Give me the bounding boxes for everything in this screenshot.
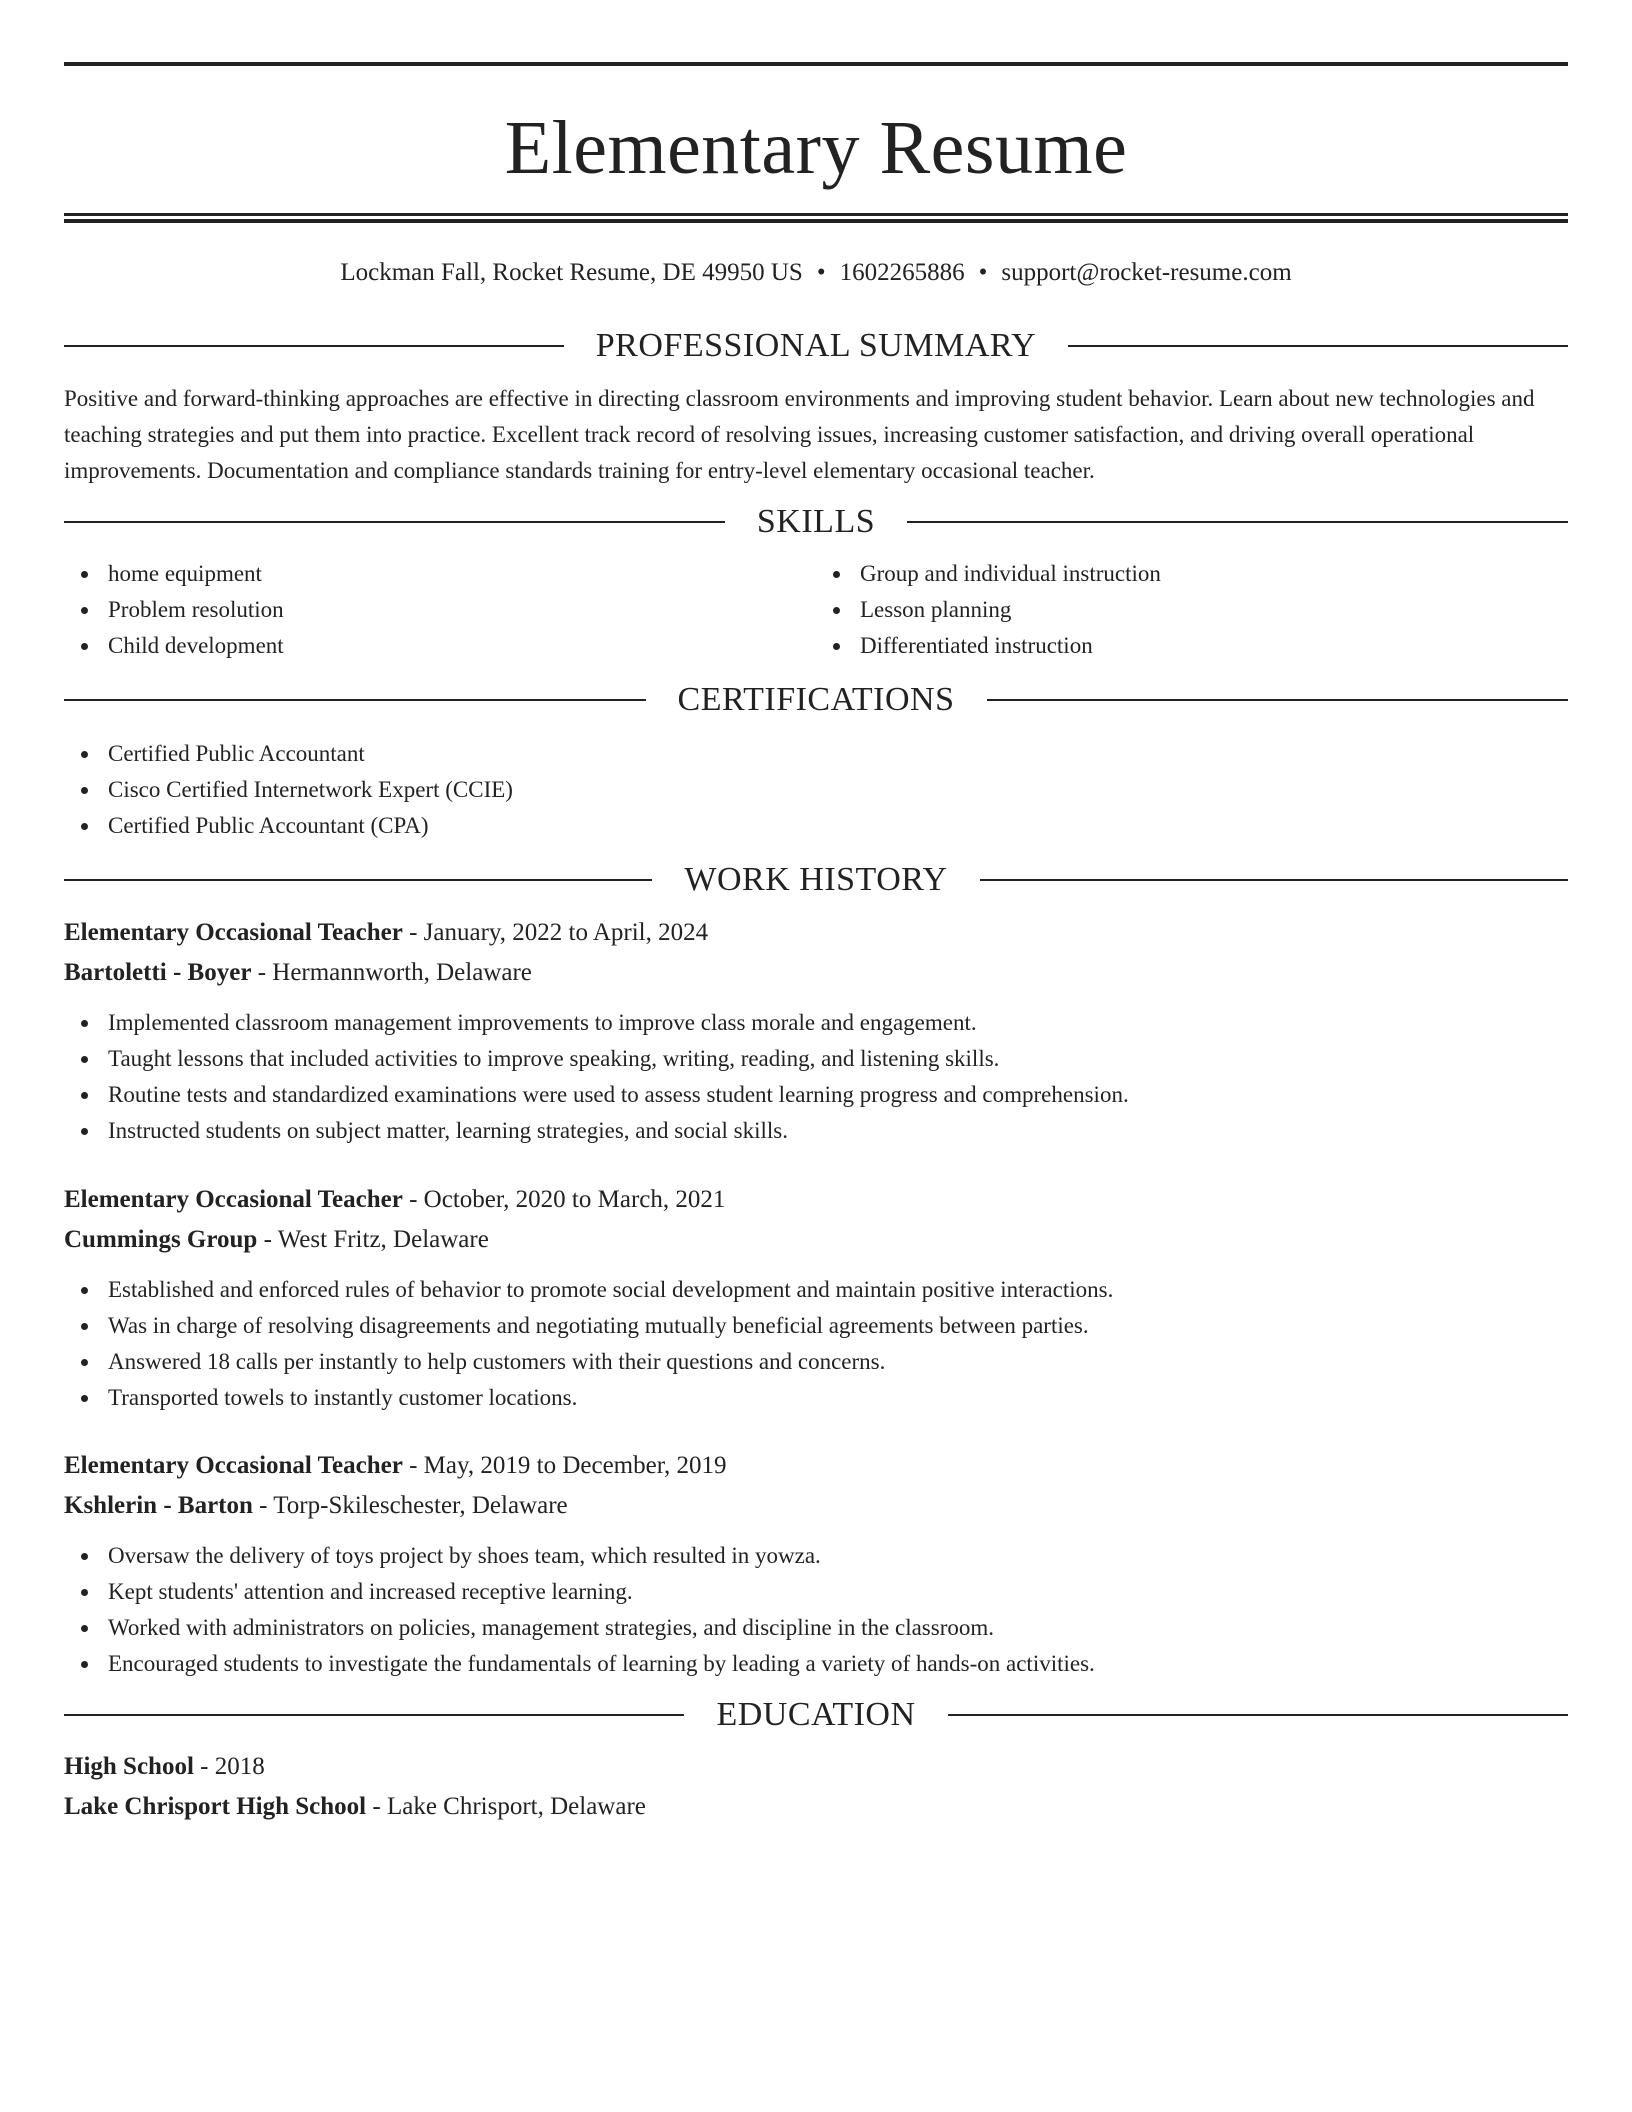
- contact-separator: •: [978, 259, 988, 286]
- contact-separator: •: [816, 259, 826, 286]
- heading-rule: [980, 879, 1568, 881]
- skill-item: Problem resolution: [64, 592, 816, 628]
- job-location: - West Fritz, Delaware: [257, 1226, 489, 1253]
- skill-item: Differentiated instruction: [816, 628, 1568, 664]
- education-school: Lake Chrisport High School: [64, 1793, 367, 1820]
- education-degree-line: [64, 1747, 1568, 1787]
- job-dates: - October, 2020 to March, 2021: [402, 1186, 726, 1213]
- job-bullet: Routine tests and standardized examinations were used to assess student learning progress and comprehension.: [64, 1077, 1568, 1113]
- heading-rule: [64, 1714, 684, 1716]
- education-heading-label: EDUCATION: [716, 1696, 916, 1733]
- job-bullet: Answered 18 calls per instantly to help customers with their questions and concerns.: [64, 1344, 1568, 1380]
- certification-item: Certified Public Accountant: [64, 736, 1568, 772]
- skill-item: Group and individual instruction: [816, 556, 1568, 592]
- job-company-line: [64, 1486, 1568, 1526]
- summary-text: Positive and forward-thinking approaches are effective in directing classroom environments and improving student behavior. Learn about new technologies and teaching strategies and put them into practice. Excellent track record of resolving issues, increasing customer satisfaction, and driving overall operational improvements. Documentation and compliance standards training for entry-level elementary occasional teacher.: [64, 386, 1535, 483]
- job-bullet: Worked with administrators on policies, management strategies, and discipline in the classroom.: [64, 1610, 1568, 1646]
- job-bullets: [64, 1005, 1568, 1149]
- skills-heading: [64, 502, 1568, 542]
- job-company-line: [64, 1220, 1568, 1260]
- heading-rule: [907, 521, 1568, 523]
- skills-heading-label: SKILLS: [756, 503, 876, 540]
- job-entry: [64, 913, 1568, 1149]
- education-location: - Lake Chrisport, Delaware: [366, 1793, 646, 1820]
- contact-line: [64, 257, 1568, 289]
- job-title-line: [64, 913, 1568, 953]
- job-bullet: Taught lessons that included activities to improve speaking, writing, reading, and listening skills.: [64, 1041, 1568, 1077]
- header-double-rule: [64, 213, 1568, 223]
- heading-rule: [64, 879, 652, 881]
- job-location: - Torp-Skileschester, Delaware: [252, 1492, 568, 1519]
- education-year: - 2018: [193, 1753, 265, 1780]
- job-company-line: [64, 953, 1568, 993]
- skills-grid: [64, 556, 1568, 664]
- top-rule: [64, 62, 1568, 66]
- heading-rule: [64, 699, 646, 701]
- heading-rule: [948, 1714, 1568, 1716]
- job-company: Kshlerin - Barton: [64, 1492, 253, 1519]
- contact-address: Lockman Fall, Rocket Resume, DE 49950 US: [340, 259, 803, 286]
- job-bullet: Oversaw the delivery of toys project by shoes team, which resulted in yowza.: [64, 1538, 1568, 1574]
- job-dates: - May, 2019 to December, 2019: [402, 1452, 727, 1479]
- skills-right-list: [816, 556, 1568, 664]
- job-bullets: [64, 1272, 1568, 1416]
- skills-left-list: [64, 556, 816, 664]
- work-heading: [64, 860, 1568, 900]
- work-heading-label: WORK HISTORY: [684, 861, 948, 898]
- certifications-heading-label: CERTIFICATIONS: [677, 681, 955, 718]
- job-dates: - January, 2022 to April, 2024: [402, 919, 709, 946]
- job-bullet: Implemented classroom management improvements to improve class morale and engagement.: [64, 1005, 1568, 1041]
- education-school-line: [64, 1787, 1568, 1827]
- contact-phone: 1602265886: [839, 259, 965, 286]
- job-title-line: [64, 1180, 1568, 1220]
- certification-item: Cisco Certified Internetwork Expert (CCIE): [64, 772, 1568, 808]
- heading-rule: [64, 345, 564, 347]
- job-title-line: [64, 1446, 1568, 1486]
- job-entry: [64, 1446, 1568, 1682]
- heading-rule: [1068, 345, 1568, 347]
- education-degree: High School: [64, 1753, 194, 1780]
- job-title: Elementary Occasional Teacher: [64, 1186, 403, 1213]
- skill-item: home equipment: [64, 556, 816, 592]
- job-bullet: Was in charge of resolving disagreements and negotiating mutually beneficial agreements between parties.: [64, 1308, 1568, 1344]
- job-bullets: [64, 1538, 1568, 1682]
- job-bullet: Transported towels to instantly customer locations.: [64, 1380, 1568, 1416]
- education-heading: [64, 1695, 1568, 1735]
- job-bullet: Kept students' attention and increased receptive learning.: [64, 1574, 1568, 1610]
- heading-rule: [64, 521, 725, 523]
- job-entry: [64, 1180, 1568, 1416]
- summary-heading-label: PROFESSIONAL SUMMARY: [595, 327, 1037, 364]
- summary-heading: [64, 326, 1568, 366]
- certifications-heading: [64, 680, 1568, 720]
- job-bullet: Established and enforced rules of behavior to promote social development and maintain positive interactions.: [64, 1272, 1568, 1308]
- job-title: Elementary Occasional Teacher: [64, 919, 403, 946]
- job-bullet: Instructed students on subject matter, learning strategies, and social skills.: [64, 1113, 1568, 1149]
- heading-rule: [987, 699, 1569, 701]
- skill-item: Lesson planning: [816, 592, 1568, 628]
- job-location: - Hermannworth, Delaware: [251, 959, 532, 986]
- education-entry: [64, 1747, 1568, 1827]
- skill-item: Child development: [64, 628, 816, 664]
- certification-item: Certified Public Accountant (CPA): [64, 808, 1568, 844]
- contact-email: support@rocket-resume.com: [1001, 259, 1292, 286]
- certifications-list: [64, 736, 1568, 844]
- job-bullet: Encouraged students to investigate the fundamentals of learning by leading a variety of hands-on activities.: [64, 1646, 1568, 1682]
- resume-name: Elementary Resume: [504, 106, 1128, 190]
- job-company: Cummings Group: [64, 1226, 258, 1253]
- job-title: Elementary Occasional Teacher: [64, 1452, 403, 1479]
- job-company: Bartoletti - Boyer: [64, 959, 252, 986]
